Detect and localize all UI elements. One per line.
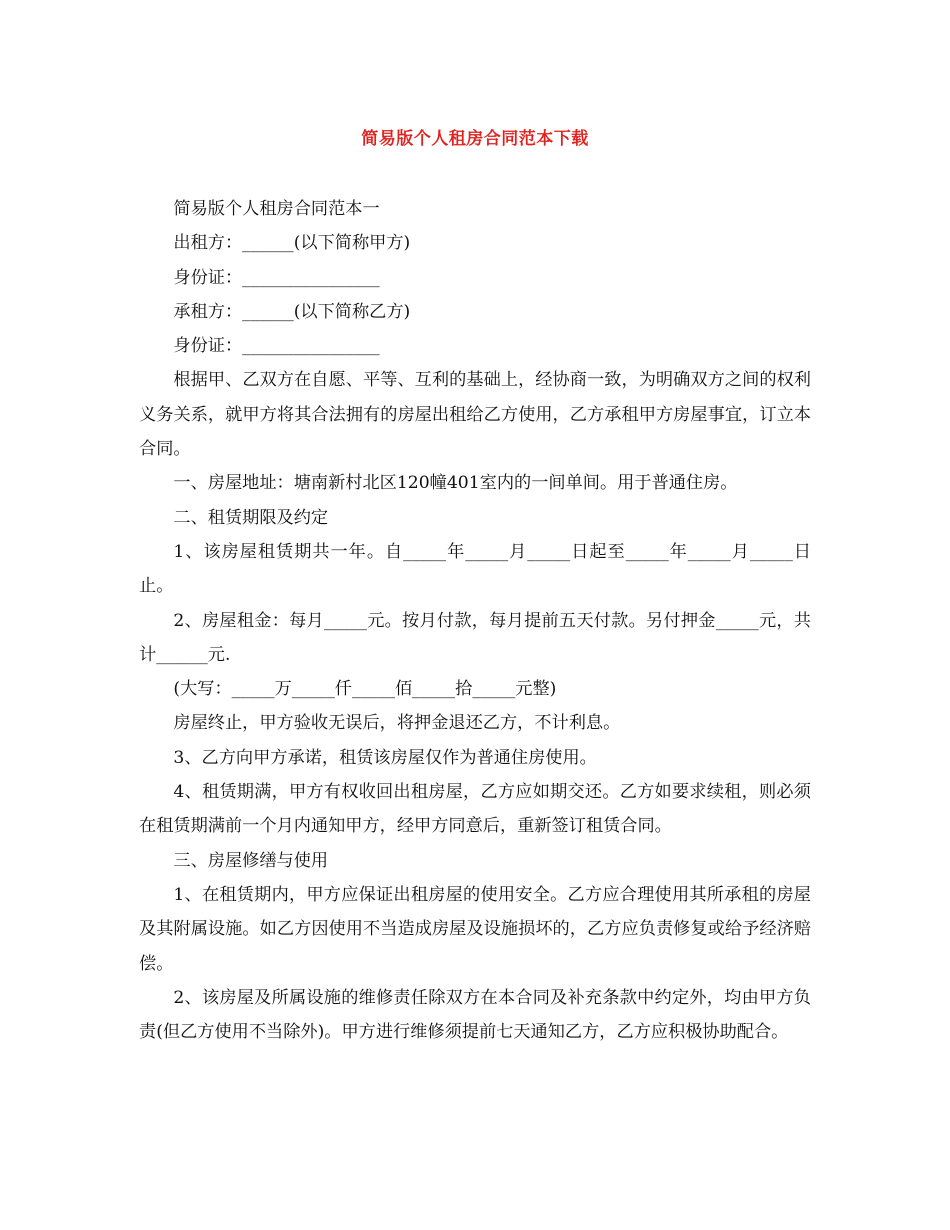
lessor-line: 出租方：______(以下简称甲方) — [173, 233, 411, 254]
clause-repair-responsibility: 2、该房屋及所属设施的维修责任除双方在本合同及补充条款中约定外，均由甲方负责(但乙方使用不当除外)。甲方进行维修须提前七天通知乙方，乙方应积极协助配合。 — [139, 987, 811, 1043]
clause-repair-safety: 1、在租赁期内，甲方应保证出租房屋的使用安全。乙方应合理使用其所承租的房屋及其附属设施。如乙方因使用不当造成房屋及设施损坏的，乙方应负责修复或给予经济赔偿。 — [139, 884, 811, 974]
clause-term-period: 1、该房屋租赁期共一年。自_____年_____月_____日起至_____年_____月_____日止。 — [139, 541, 811, 597]
document-title: 简易版个人租房合同范本下载 — [361, 129, 589, 149]
clause-renewal: 4、租赁期满，甲方有权收回出租房屋，乙方应如期交还。乙方如要求续租，则必须在租赁期满前一个月内通知甲方，经甲方同意后，重新签订租赁合同。 — [139, 782, 811, 837]
clause-usage-promise: 3、乙方向甲方承诺，租赁该房屋仅作为普通住房使用。 — [173, 747, 597, 768]
lessor-id-line: 身份证：________________ — [173, 267, 380, 288]
clause-deposit-return: 房屋终止，甲方验收无误后，将押金退还乙方，不计利息。 — [173, 713, 621, 734]
clause-address: 一、房屋地址：塘南新村北区120幢401室内的一间单间。用于普通住房。 — [173, 473, 738, 494]
lessee-line: 承租方：______(以下简称乙方) — [173, 301, 411, 322]
preamble-paragraph: 根据甲、乙双方在自愿、平等、互利的基础上，经协商一致，为明确双方之间的权利义务关系，就甲方将其合法拥有的房屋出租给乙方使用，乙方承租甲方房屋事宜，订立本合同。 — [139, 370, 811, 460]
lessee-id-line: 身份证：________________ — [173, 336, 380, 357]
clause-heading-repair: 三、房屋修缮与使用 — [173, 850, 329, 871]
document-body — [139, 192, 811, 1049]
section-heading: 简易版个人租房合同范本一 — [173, 199, 380, 219]
clause-rent: 2、房屋租金：每月_____元。按月付款，每月提前五天付款。另付押金_____元，共计______元. — [139, 610, 811, 665]
clause-rent-uppercase: (大写：_____万_____仟_____佰_____拾_____元整) — [173, 679, 557, 700]
clause-heading-term: 二、租赁期限及约定 — [173, 507, 329, 528]
